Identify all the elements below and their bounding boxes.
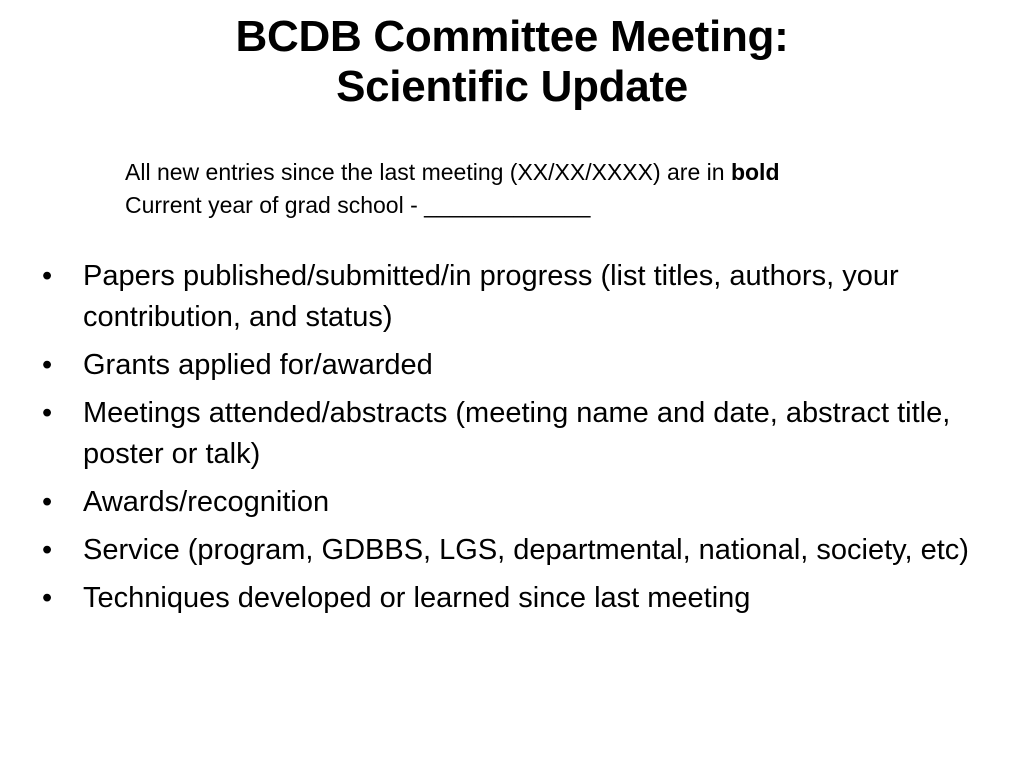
bullet-text: Grants applied for/awarded [83,349,433,381]
bullet-dot: • [42,534,53,566]
slide-title-line-2: Scientific Update [336,62,688,111]
bullet-item-awards [42,482,972,523]
bullet-dot: • [42,397,53,429]
bullet-text: Papers published/submitted/in progress (list titles, authors, your contribution, and status) [83,260,899,333]
note-line-1 [125,156,985,189]
bullet-dot: • [42,349,53,381]
note-line-1-text: All new entries since the last meeting (XX/XX/XXXX) are in [125,159,731,185]
bullet-list [42,256,972,626]
bullet-item-meetings [42,393,972,475]
bullet-text: Service (program, GDBBS, LGS, departmental, national, society, etc) [83,534,969,566]
bullet-text: Techniques developed or learned since last meeting [83,582,751,614]
bullet-dot: • [42,582,53,614]
slide-note [125,156,985,222]
note-bold-word: bold [730,159,780,185]
bullet-text: Meetings attended/abstracts (meeting name and date, abstract title, poster or talk) [83,397,951,470]
bullet-dot: • [42,260,53,292]
note-line-2: Current year of grad school - _____________ [125,192,591,218]
slide-title-line-1: BCDB Committee Meeting: [235,12,789,61]
bullet-item-service [42,530,972,571]
bullet-text: Awards/recognition [83,486,330,518]
slide-title [0,12,1024,112]
bullet-item-grants [42,345,972,386]
bullet-item-techniques [42,578,972,619]
bullet-item-papers [42,256,972,338]
bullet-dot: • [42,486,53,518]
